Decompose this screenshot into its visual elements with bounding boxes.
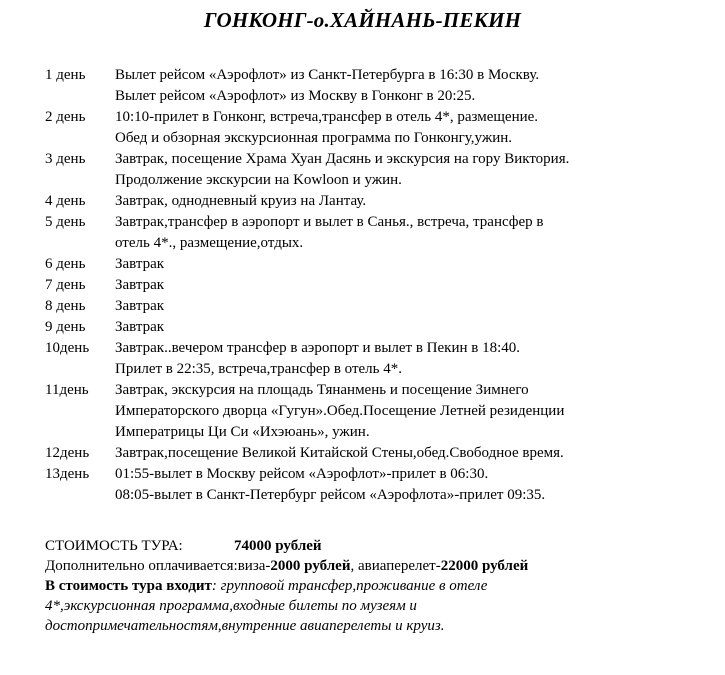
includes-text-1: : групповой трансфер,проживание в отеле (211, 578, 488, 594)
day-label: 6 день (45, 256, 86, 272)
day-description-line: Вылет рейсом «Аэрофлот» из Москву в Гонконг в 20:25. (115, 88, 476, 104)
day-description-line: Завтрак (115, 298, 165, 314)
visa-cost: 2000 рублей (270, 558, 351, 574)
day-label: 4 день (45, 193, 86, 209)
day-label: 9 день (45, 319, 86, 335)
page-title: ГОНКОНГ-о.ХАЙНАНЬ-ПЕКИН (203, 8, 522, 32)
day-row (45, 107, 705, 149)
price-value: 74000 рублей (234, 538, 322, 554)
day-label: 12день (45, 445, 90, 461)
day-row (45, 464, 705, 506)
day-description (115, 191, 705, 212)
itinerary (45, 65, 705, 506)
day-description-line: Завтрак, однодневный круиз на Лантау. (115, 193, 367, 209)
extra-prefix: Дополнительно оплачивается:виза- (45, 558, 271, 574)
day-description-line: Завтрак (115, 256, 165, 272)
day-description (115, 338, 705, 380)
day-description (115, 107, 705, 149)
includes-line-3: достопримечательностям,внутренние авиаперелеты и круиз. (45, 618, 445, 634)
day-description-line: Завтрак, экскурсия на площадь Тянанмень и посещение Зимнего (115, 382, 529, 398)
day-row (45, 191, 705, 212)
day-row (45, 317, 705, 338)
day-row (45, 65, 705, 107)
day-description-line: Продолжение экскурсии на Kowloon и ужин. (115, 172, 402, 188)
day-description (115, 254, 705, 275)
extra-mid: , авиаперелет- (350, 558, 441, 574)
day-label: 8 день (45, 298, 86, 314)
day-description (115, 212, 705, 254)
day-label: 5 день (45, 214, 86, 230)
day-label: 11день (45, 382, 89, 398)
day-description (115, 464, 705, 506)
day-description (115, 380, 705, 443)
day-description-line: Императорского дворца «Гугун».Обед.Посещение Летней резиденции (115, 403, 565, 419)
day-row (45, 149, 705, 191)
day-row (45, 338, 705, 380)
day-description-line: Завтрак..вечером трансфер в аэропорт и вылет в Пекин в 18:40. (115, 340, 521, 356)
day-description-line: Вылет рейсом «Аэрофлот» из Санкт-Петербурга в 16:30 в Москву. (115, 67, 540, 83)
day-label: 1 день (45, 67, 86, 83)
day-description (115, 317, 705, 338)
day-label: 13день (45, 466, 90, 482)
day-description (115, 443, 705, 464)
day-description-line: 08:05-вылет в Санкт-Петербург рейсом «Аэрофлота»-прилет 09:35. (115, 487, 546, 503)
day-description-line: Завтрак (115, 277, 165, 293)
day-row (45, 443, 705, 464)
day-label: 3 день (45, 151, 86, 167)
day-description-line: Обед и обзорная экскурсионная программа по Гонконгу,ужин. (115, 130, 513, 146)
price-label: СТОИМОСТЬ ТУРА: (45, 538, 183, 554)
day-description-line: Завтрак (115, 319, 165, 335)
includes-label: В стоимость тура входит (45, 578, 212, 594)
day-description (115, 296, 705, 317)
day-label: 10день (45, 340, 90, 356)
extra-costs-line (45, 556, 705, 576)
day-description (115, 149, 705, 191)
day-row (45, 275, 705, 296)
day-label: 7 день (45, 277, 86, 293)
day-row (45, 380, 705, 443)
day-description-line: 01:55-вылет в Москву рейсом «Аэрофлот»-прилет в 06:30. (115, 466, 489, 482)
day-description-line: 10:10-прилет в Гонконг, встреча,трансфер в отель 4*, размещение. (115, 109, 539, 125)
includes-line-1 (45, 576, 705, 596)
day-description-line: Завтрак,посещение Великой Китайской Стены,обед.Свободное время. (115, 445, 564, 461)
day-description-line: Императрицы Ци Си «Ихэюань», ужин. (115, 424, 370, 440)
flight-cost: 22000 рублей (440, 558, 529, 574)
includes-line-2: 4*,экскурсионная программа,входные билеты по музеям и (45, 598, 417, 614)
day-description-line: отель 4*., размещение,отдых. (115, 235, 304, 251)
price-section (45, 536, 705, 636)
day-description-line: Завтрак,трансфер в аэропорт и вылет в Санья., встреча, трансфер в (115, 214, 544, 230)
day-description-line: Прилет в 22:35, встреча,трансфер в отель 4*. (115, 361, 402, 377)
day-description-line: Завтрак, посещение Храма Хуан Дасянь и экскурсия на гору Виктория. (115, 151, 570, 167)
day-description (115, 65, 705, 107)
day-description (115, 275, 705, 296)
day-label: 2 день (45, 109, 86, 125)
day-row (45, 212, 705, 254)
price-line (45, 536, 705, 556)
day-row (45, 296, 705, 317)
day-row (45, 254, 705, 275)
